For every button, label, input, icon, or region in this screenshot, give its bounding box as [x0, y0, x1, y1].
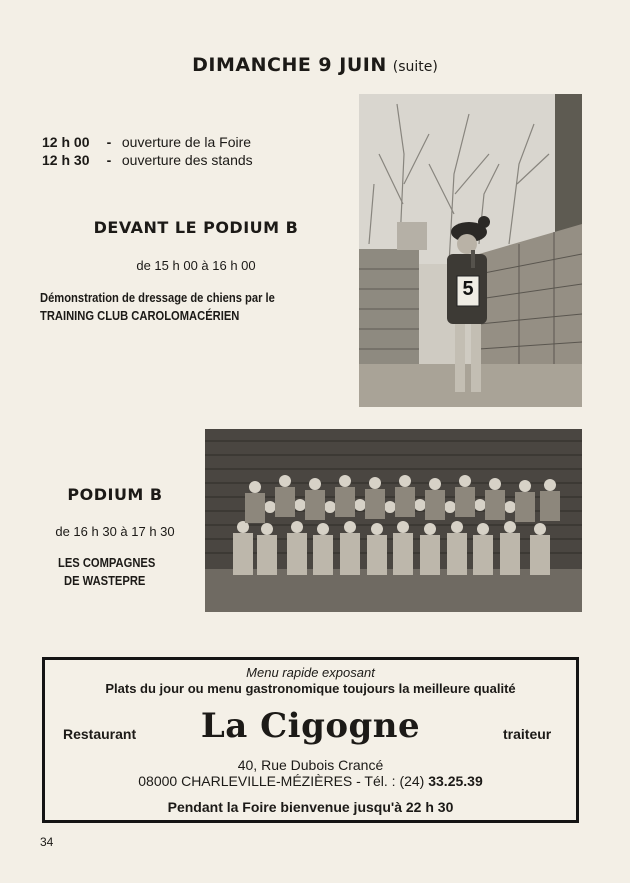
group-name-line1: LES COMPAGNES	[58, 555, 156, 570]
schedule-row	[42, 134, 251, 150]
section-heading-2: PODIUM B	[67, 485, 163, 504]
ad-address: 40, Rue Dubois Crancé	[237, 757, 384, 773]
group-image	[205, 429, 582, 612]
ad-phone: 33.25.39	[428, 773, 483, 789]
schedule-dash: -	[106, 152, 112, 168]
schedule-text: ouverture des stands	[121, 152, 253, 168]
title-suffix: (suite)	[392, 59, 438, 75]
schedule-row	[42, 152, 253, 168]
page-number: 34	[40, 835, 54, 849]
section-time-2: de 16 h 30 à 17 h 30	[55, 524, 175, 539]
ad-tagline: Menu rapide exposant	[246, 665, 375, 680]
restaurant-ad	[42, 657, 579, 823]
section-club: TRAINING CLUB CAROLOMACÉRIEN	[40, 308, 240, 323]
group-photo	[205, 429, 582, 612]
page-title	[0, 54, 630, 76]
dog-training-image	[359, 94, 582, 407]
schedule-time: 12 h 00	[42, 134, 90, 150]
ad-footer: Pendant la Foire bienvenue jusqu'à 22 h 30	[167, 799, 454, 815]
group-name-line2: DE WASTEPRE	[64, 573, 146, 588]
schedule-time: 12 h 30	[42, 152, 90, 168]
schedule-dash: -	[106, 134, 112, 150]
ad-headline: Plats du jour ou menu gastronomique toujours la meilleure qualité	[105, 681, 516, 696]
section-heading: DEVANT LE PODIUM B	[93, 218, 299, 237]
bib-number: 5	[462, 278, 474, 300]
restaurant-logo: La Cigogne	[200, 706, 421, 746]
ad-city-phone	[45, 773, 576, 789]
title-text: DIMANCHE 9 JUIN	[192, 54, 387, 76]
dog-training-photo	[359, 94, 582, 407]
ad-restaurant-label: Restaurant	[63, 726, 137, 742]
section-time: de 15 h 00 à 16 h 00	[136, 258, 256, 273]
section-description: Démonstration de dressage de chiens par le	[40, 290, 275, 305]
schedule-text: ouverture de la Foire	[121, 134, 252, 150]
ad-city: 08000 CHARLEVILLE-MÉZIÈRES - Tél. : (24)	[138, 773, 425, 789]
ad-traiteur-label: traiteur	[503, 726, 552, 742]
